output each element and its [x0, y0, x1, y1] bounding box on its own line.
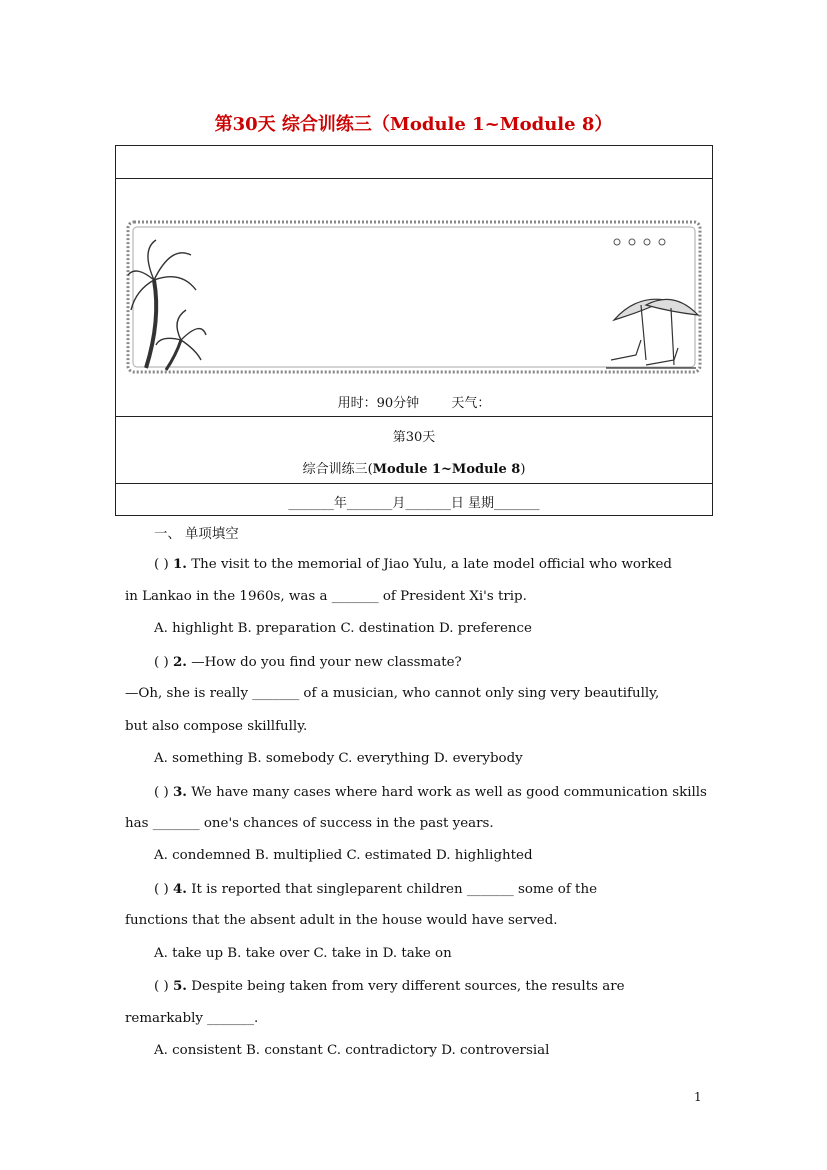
page-number: 1 — [694, 1090, 702, 1104]
question-number: 4. — [172, 881, 187, 897]
question-2-options: A. something B. somebody C. everything D. everybody — [154, 751, 523, 766]
question-4-options: A. take up B. take over C. take in D. take on — [154, 946, 452, 961]
section-heading: 一、 单项填空 — [154, 527, 239, 542]
question-number: 2. — [172, 654, 187, 670]
subtitle-prefix: 综合训练三( — [302, 462, 373, 477]
question-1-line2: in Lankao in the 1960s, was a _______ of President Xi's trip. — [125, 589, 527, 604]
palm-tree-icon — [128, 240, 206, 370]
answer-bracket[interactable]: ( ) — [154, 785, 169, 800]
answer-bracket[interactable]: ( ) — [154, 557, 169, 572]
date-line: _______年_______月_______日 星期_______ — [288, 496, 540, 511]
subtitle-suffix: ) — [520, 462, 526, 477]
question-text: It is reported that singleparent children _______ some of the — [186, 882, 597, 897]
question-text: The visit to the memorial of Jiao Yulu, a late model official who worked — [186, 557, 672, 572]
answer-bracket[interactable]: ( ) — [154, 655, 169, 670]
weather-label: 天气： — [451, 396, 491, 411]
weather-icons — [614, 239, 665, 245]
question-3-options: A. condemned B. multiplied C. estimated D. highlighted — [154, 848, 533, 863]
day-label: 第30天 — [392, 430, 436, 445]
question-1-options: A. highlight B. preparation C. destination D. preference — [154, 621, 532, 636]
header-blank-row — [115, 145, 713, 179]
question-4-line2: functions that the absent adult in the house would have served. — [125, 913, 558, 928]
question-number: 5. — [172, 978, 187, 994]
question-text: —How do you find your new classmate? — [186, 655, 462, 670]
question-2 — [154, 654, 705, 670]
question-4 — [154, 881, 705, 897]
question-1 — [154, 556, 705, 572]
question-text: We have many cases where hard work as well as good communication skills — [186, 785, 707, 800]
question-number: 3. — [172, 784, 187, 800]
beach-banner — [126, 220, 702, 374]
question-2-line3: but also compose skillfully. — [125, 719, 308, 734]
date-row — [115, 483, 713, 516]
question-number: 1. — [172, 556, 187, 572]
question-5-line2: remarkably _______. — [125, 1011, 259, 1026]
answer-bracket[interactable]: ( ) — [154, 979, 169, 994]
subtitle-bold: Module 1~Module 8 — [372, 462, 521, 477]
banner-frame — [128, 222, 700, 372]
page-title: 第30天 综合训练三（Module 1~Module 8） — [214, 114, 613, 135]
question-2-line2: —Oh, she is really _______ of a musician, who cannot only sing very beautifully, — [125, 686, 660, 701]
beach-umbrella-icon — [606, 299, 698, 368]
question-3 — [154, 784, 705, 800]
time-label: 用时：90分钟 — [337, 396, 420, 411]
question-5-options: A. consistent B. constant C. contradictory D. controversial — [154, 1043, 550, 1058]
day-subtitle — [116, 458, 712, 477]
question-text: Despite being taken from very different sources, the results are — [186, 979, 625, 994]
day-header-row — [115, 416, 713, 484]
answer-bracket[interactable]: ( ) — [154, 882, 169, 897]
banner-row — [115, 178, 713, 417]
question-3-line2: has _______ one's chances of success in the past years. — [125, 816, 494, 831]
question-5 — [154, 978, 705, 994]
time-weather-line — [116, 392, 712, 411]
